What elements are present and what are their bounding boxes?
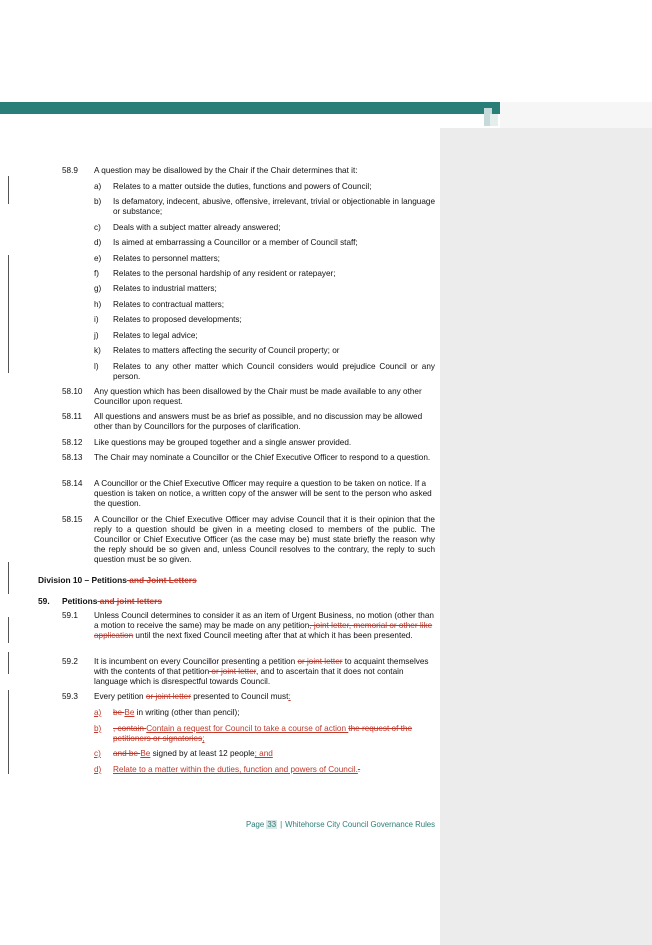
footer-title: Whitehorse City Council Governance Rules [285, 820, 436, 829]
list-letter: a) [94, 708, 102, 717]
list-item: Is defamatory, indecent, abusive, offensive, irrelevant, trivial or objectionable in language or substance; [113, 197, 435, 216]
header-band [0, 102, 500, 114]
list-letter: d) [94, 238, 102, 247]
inserted-text: : [288, 692, 291, 701]
deleted-text: , joint letter, memorial or other like application [94, 621, 433, 640]
list-letter: e) [94, 254, 102, 263]
clause-number: 58.11 [62, 412, 82, 421]
deleted-text: or joint letter [297, 657, 343, 666]
list-item: Relates to a matter outside the duties, functions and powers of Council; [113, 182, 372, 191]
text-run: until the next fixed Council meeting after that at which it has been presented. [133, 631, 413, 640]
clause-text [94, 611, 435, 641]
list-item: Relates to any other matter which Council considers would prejudice Council or any person. [113, 362, 435, 381]
clause-number: 59.2 [62, 657, 78, 666]
deleted-text: or joint letter [145, 692, 191, 701]
clause-text: Like questions may be grouped together and a single answer provided. [94, 438, 352, 447]
text-run: It is incumbent on every Councillor presenting a petition [94, 657, 298, 666]
footer-separator: | [280, 820, 283, 829]
list-letter: c) [94, 223, 101, 232]
text-run: , and to ascertain that it does not contain language which is disrespectful towards Council. [94, 667, 404, 686]
comment-pane-top [500, 102, 652, 128]
inserted-text: Contain a request for Council to take a course of action [146, 724, 349, 733]
text-run: signed by at least 12 people [150, 749, 255, 758]
clause-number: 58.15 [62, 515, 83, 524]
list-item [113, 724, 435, 744]
clause-text: All questions and answers must be as brief as possible, and no discussion may be allowed other than by Councillors for the purposes of clarification. [94, 412, 423, 431]
list-item: Relates to personnel matters; [113, 254, 220, 263]
clause-number: 58.14 [62, 479, 83, 488]
list-item [113, 765, 435, 775]
clause-text: A question may be disallowed by the Chair if the Chair determines that it: [94, 166, 358, 175]
inserted-text: Be [124, 708, 135, 717]
clause-text: A Councillor or the Chief Executive Officer may advise Council that it is their opinion that the reply to a question should be given in a meeting closed to members of the public. The Councillor or Chief Executive Officer (as the case may be) must state briefly the reason why the reply should be so given and, unless Council resolves to the contrary, the reply to such question must be so given. [94, 515, 435, 564]
clause-text [94, 692, 435, 702]
deleted-text: the request of the petitioners or signatories [113, 724, 413, 743]
clause-text: Any question which has been disallowed by the Chair must be made available to any other Councillor upon request. [94, 387, 422, 406]
comment-pane [440, 128, 652, 945]
list-item: Relates to the personal hardship of any resident or ratepayer; [113, 269, 336, 278]
list-letter: k) [94, 346, 101, 355]
list-letter: i) [94, 315, 99, 324]
clause-number: 58.13 [62, 453, 83, 462]
list-item [113, 749, 435, 759]
clause-number: 58.12 [62, 438, 83, 447]
inserted-text: Relate to a matter within the duties, function and powers of Council. [113, 765, 358, 774]
text-run: to acquaint themselves with the contents of that petition [94, 657, 429, 676]
page-number: 33 [267, 820, 277, 829]
change-bar [8, 562, 9, 594]
list-letter: b) [94, 197, 102, 206]
change-bar [8, 690, 9, 774]
change-bar [8, 652, 9, 674]
inserted-text: ; and [254, 749, 273, 758]
deleted-text: , contain [113, 724, 147, 733]
deleted-text: be [113, 708, 125, 717]
list-letter: d) [94, 765, 102, 774]
clause-number: 59.1 [62, 611, 78, 620]
list-letter: c) [94, 749, 101, 758]
list-item [113, 708, 435, 718]
division-title: Division 10 – Petitions [38, 575, 127, 585]
text-run: in writing (other than pencil); [134, 708, 240, 717]
clause-number: 59.3 [62, 692, 78, 701]
list-letter: f) [94, 269, 100, 278]
deleted-text: and Joint Letters [126, 575, 197, 585]
list-letter: a) [94, 182, 102, 191]
list-item: Deals with a subject matter already answered; [113, 223, 281, 232]
text-run: Every petition [94, 692, 146, 701]
division-heading [38, 575, 197, 585]
list-letter: h) [94, 300, 102, 309]
list-item: Relates to industrial matters; [113, 284, 217, 293]
deleted-text: or joint letter [209, 667, 257, 676]
list-letter: l) [94, 362, 99, 371]
change-bar [8, 176, 9, 204]
list-item: Relates to matters affecting the security of Council property; or [113, 346, 340, 355]
text-run: Unless Council determines to consider it as an item of Urgent Business, no motion (other than a motion to receive the same) may be made on any petition [94, 611, 434, 630]
list-letter: g) [94, 284, 102, 293]
deleted-text: and be [113, 749, 141, 758]
section-number: 59. [38, 596, 50, 606]
section-heading [62, 596, 162, 606]
list-item: Relates to contractual matters; [113, 300, 225, 309]
page-footer [246, 820, 435, 829]
inserted-text: ; [202, 734, 205, 743]
section-title: Petitions [62, 596, 98, 606]
list-letter: b) [94, 724, 102, 733]
change-bar [8, 255, 9, 373]
clause-number: 58.10 [62, 387, 83, 396]
deleted-text: and joint letters [97, 596, 163, 606]
text-run: presented to Council must [190, 692, 289, 701]
page-label: Page [246, 820, 265, 829]
list-letter: j) [94, 331, 99, 340]
clause-text: A Councillor or the Chief Executive Officer may require a question to be taken on notice. If a question is taken on notice, a written copy of the answer will be sent to the person who asked the question. [94, 479, 432, 508]
clause-text [94, 657, 435, 687]
clause-text: The Chair may nominate a Councillor or the Chief Executive Officer to respond to a question. [94, 453, 431, 462]
list-item: Is aimed at embarrassing a Councillor or a member of Council staff; [113, 238, 358, 247]
change-bar [8, 617, 9, 643]
inserted-text: Be [140, 749, 151, 758]
header-band-tab-light [490, 114, 498, 126]
clause-number: 58.9 [62, 166, 78, 175]
list-item: Relates to legal advice; [113, 331, 198, 340]
list-item: Relates to proposed developments; [113, 315, 242, 324]
deleted-text: . [357, 765, 361, 774]
